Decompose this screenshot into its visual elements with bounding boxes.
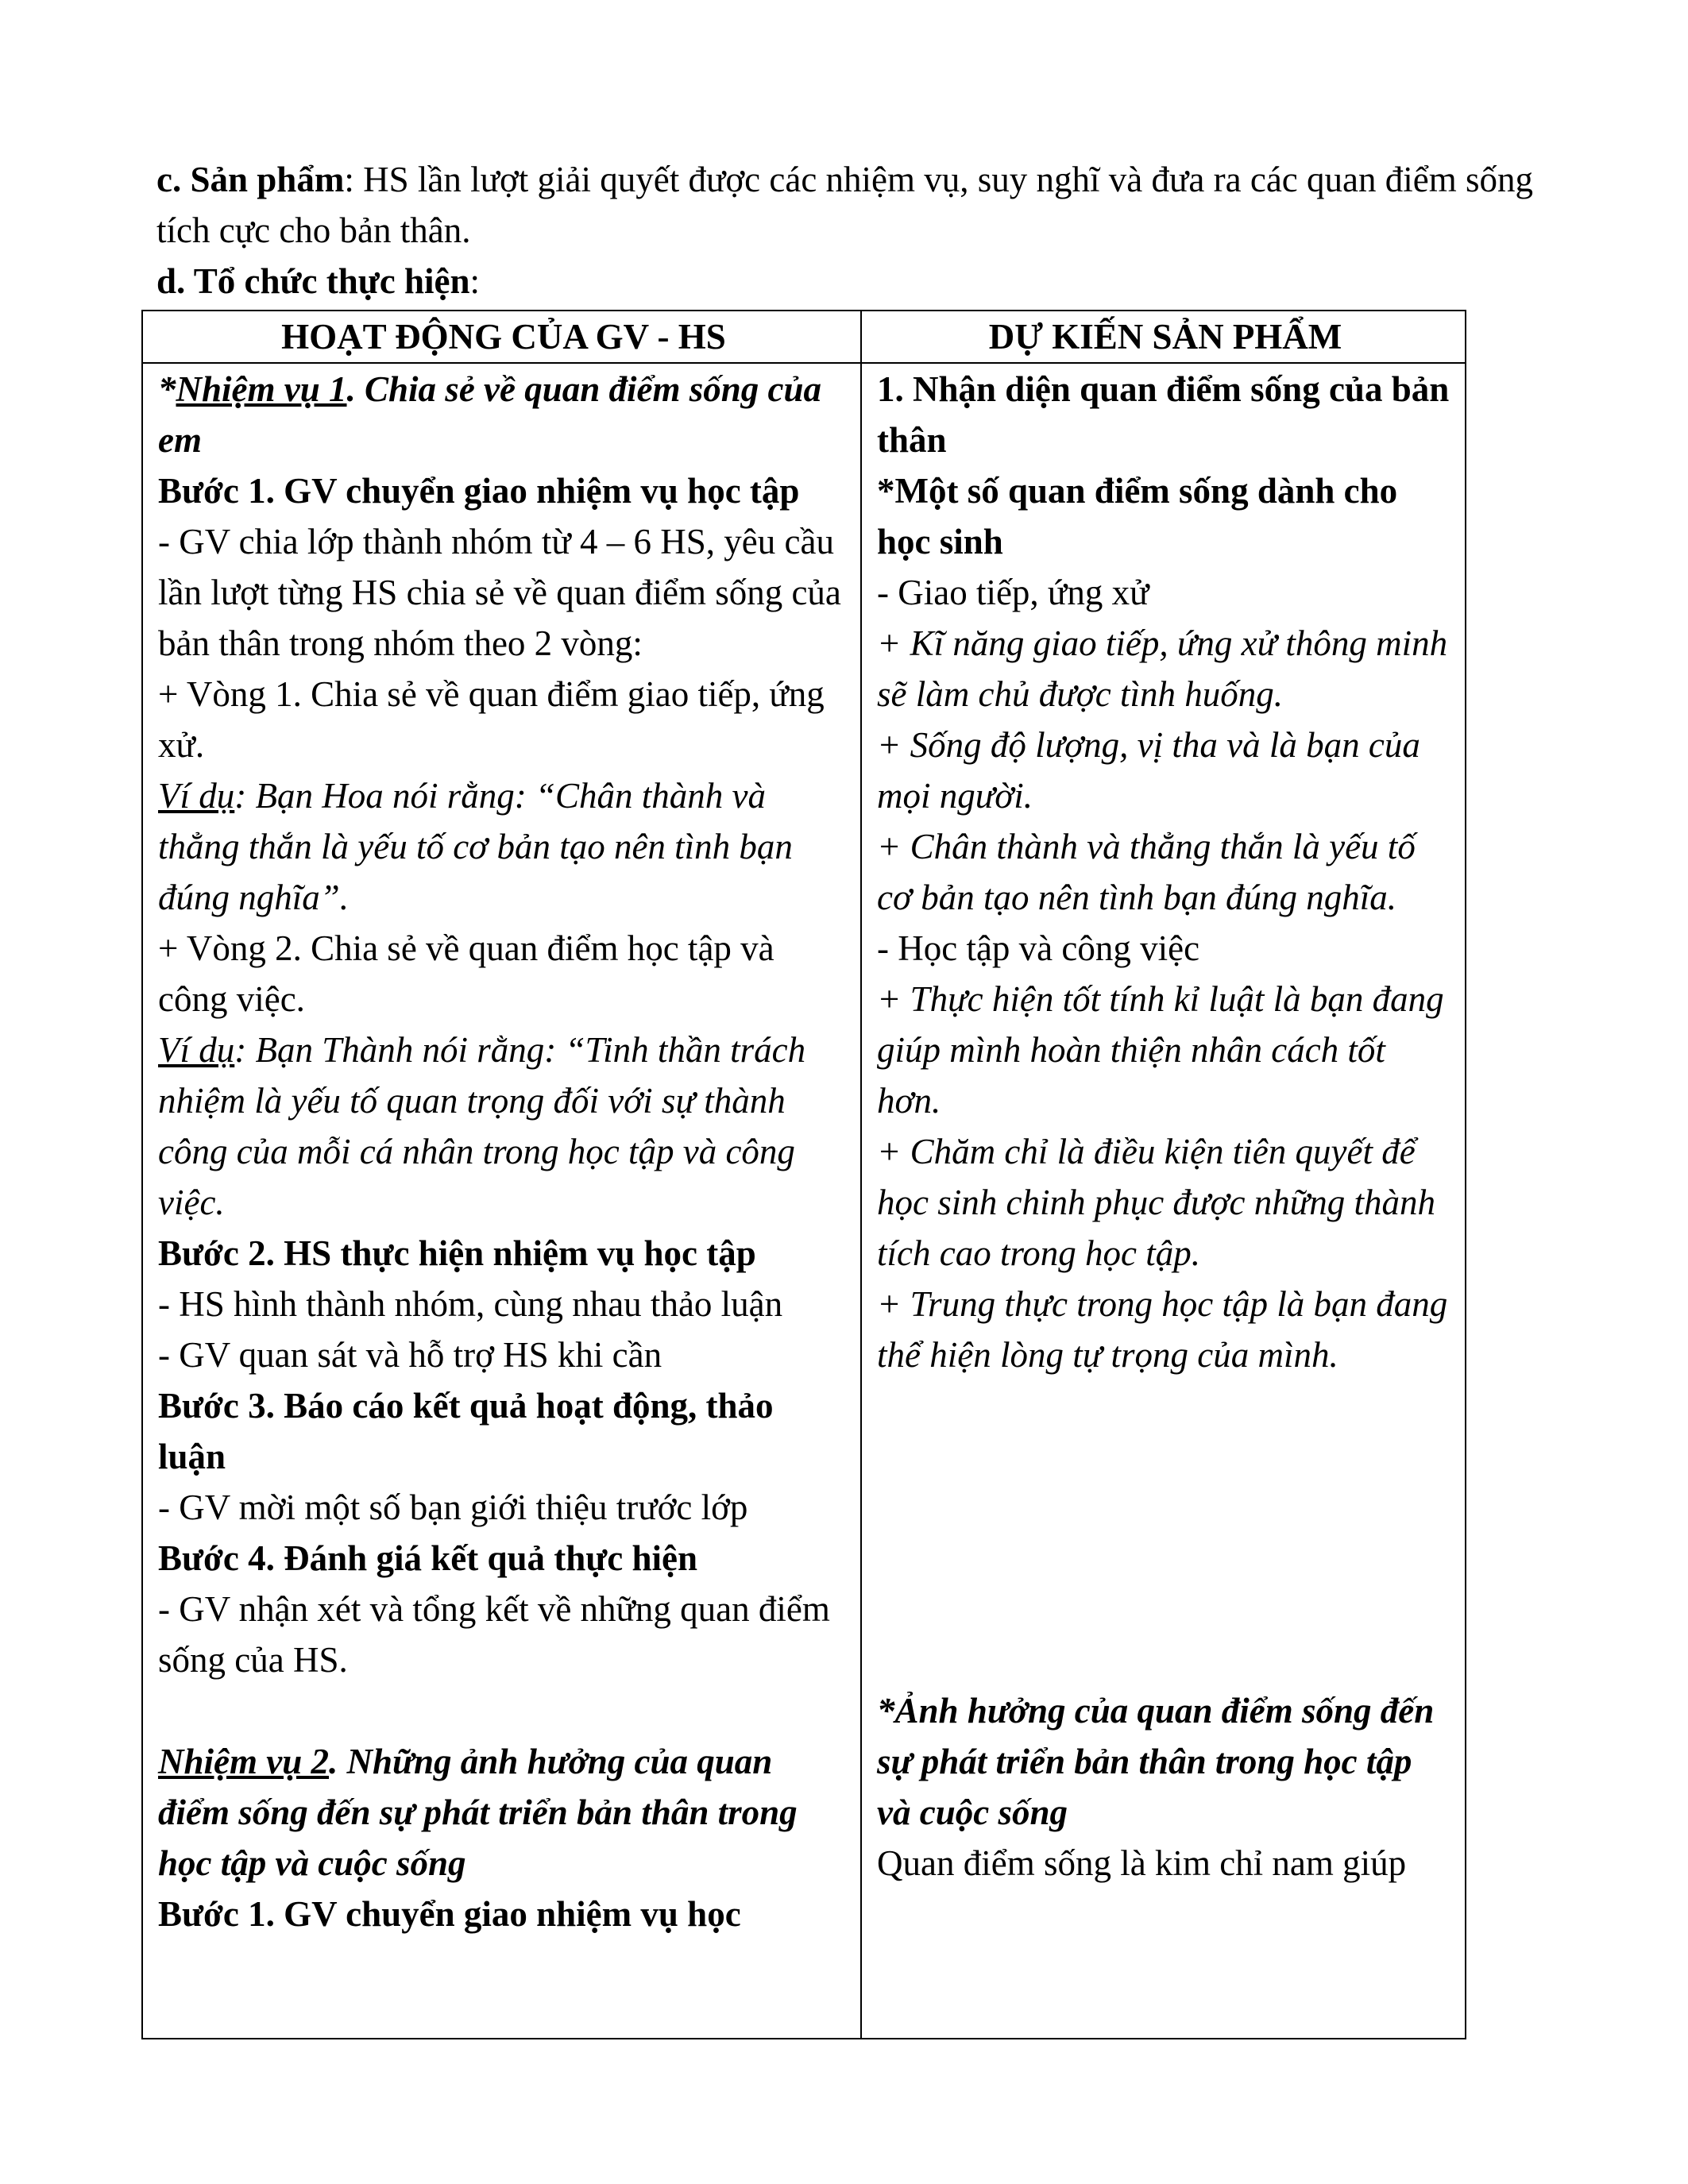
products-heading-2: *Một số quan điểm sống dành cho học sinh <box>877 471 1398 561</box>
communication-item-2: + Sống độ lượng, vị tha và là bạn của mọi người. <box>877 725 1420 816</box>
organize-label: d. Tổ chức thực hiện <box>156 261 470 301</box>
blank-line <box>158 1685 849 1736</box>
task2-title: . Những ảnh hưởng của quan điểm sống đến sự phát triển bản thân trong học tập và cuộc sống <box>158 1742 798 1883</box>
step1-heading: Bước 1. GV chuyển giao nhiệm vụ học tập <box>158 471 800 511</box>
example2-text: : Bạn Thành nói rằng: “Tinh thần trách nhiệm là yếu tố quan trọng đối với sự thành công của mỗi cá nhân trong học tập và công việc. <box>158 1030 806 1222</box>
table-header-row <box>142 311 1466 363</box>
products-cell <box>861 363 1466 2039</box>
products-heading-1: 1. Nhận diện quan điểm sống của bản thân <box>877 369 1450 460</box>
task2-heading <box>158 1736 849 1889</box>
step2-heading: Bước 2. HS thực hiện nhiệm vụ học tập <box>158 1233 756 1273</box>
step2-line1: - HS hình thành nhóm, cùng nhau thảo luận <box>158 1284 783 1324</box>
product-label: c. Sản phẩm <box>156 160 345 199</box>
products-last-line: Quan điểm sống là kim chỉ nam giúp <box>877 1843 1407 1883</box>
task2-step1-heading: Bước 1. GV chuyển giao nhiệm vụ học <box>158 1894 741 1934</box>
task2-label: Nhiệm vụ 2 <box>158 1742 330 1781</box>
study-item-1: + Thực hiện tốt tính kỉ luật là bạn đang giúp mình hoàn thiện nhân cách tốt hơn. <box>877 979 1444 1121</box>
example2 <box>158 1024 849 1228</box>
table-row <box>142 363 1466 2039</box>
header-activities: HOẠT ĐỘNG CỦA GV - HS <box>142 311 861 363</box>
activities-cell <box>142 363 861 2039</box>
product-text: : HS lần lượt giải quyết được các nhiệm vụ, suy nghĩ và đưa ra các quan điểm sống tích cực cho bản thân. <box>156 160 1533 250</box>
step2-line2: - GV quan sát và hỗ trợ HS khi cần <box>158 1335 662 1375</box>
step4-heading: Bước 4. Đánh giá kết quả thực hiện <box>158 1538 698 1578</box>
task1-title: . Chia sẻ về quan điểm sống của em <box>158 369 822 460</box>
task1-label: Nhiệm vụ 1 <box>176 369 347 409</box>
round2-text: + Vòng 2. Chia sẻ về quan điểm học tập và công việc. <box>158 928 774 1019</box>
example1-text: : Bạn Hoa nói rằng: “Chân thành và thẳng thắn là yếu tố cơ bản tạo nên tình bạn đúng nghĩa”. <box>158 776 793 917</box>
section-study-work: - Học tập và công việc <box>877 928 1200 968</box>
organize-colon: : <box>469 261 480 301</box>
header-expected-products: DỰ KIẾN SẢN PHẨM <box>861 311 1466 363</box>
example1 <box>158 770 849 923</box>
study-item-3: + Trung thực trong học tập là bạn đang thể hiện lòng tự trọng của mình. <box>877 1284 1448 1375</box>
step4-line1: - GV nhận xét và tổng kết về những quan điểm sống của HS. <box>158 1589 830 1680</box>
organize-heading <box>156 256 1539 307</box>
step3-heading: Bước 3. Báo cáo kết quả hoạt động, thảo luận <box>158 1386 774 1476</box>
step1-text: - GV chia lớp thành nhóm từ 4 – 6 HS, yêu cầu lần lượt từng HS chia sẻ về quan điểm sống của bản thân trong nhóm theo 2 vòng: <box>158 522 841 663</box>
product-paragraph <box>156 154 1539 256</box>
communication-item-1: + Kĩ năng giao tiếp, ứng xử thông minh sẽ làm chủ được tình huống. <box>877 623 1448 714</box>
communication-item-3: + Chân thành và thẳng thắn là yếu tố cơ bản tạo nên tình bạn đúng nghĩa. <box>877 827 1416 917</box>
example2-label: Ví dụ <box>158 1030 235 1070</box>
task1-heading: *Nhiệm vụ 1. Chia sẻ về quan điểm sống của em <box>158 369 822 460</box>
activity-table <box>141 310 1466 2039</box>
round1-text: + Vòng 1. Chia sẻ về quan điểm giao tiếp, ứng xử. <box>158 674 825 765</box>
products-heading-3: *Ảnh hưởng của quan điểm sống đến sự phát triển bản thân trong học tập và cuộc sống <box>877 1691 1435 1832</box>
example1-label: Ví dụ <box>158 776 235 816</box>
spacer <box>877 1380 1454 1685</box>
section-communication: - Giao tiếp, ứng xử <box>877 573 1149 612</box>
study-item-2: + Chăm chỉ là điều kiện tiên quyết để học sinh chinh phục được những thành tích cao trong học tập. <box>877 1132 1436 1273</box>
step3-line1: - GV mời một số bạn giới thiệu trước lớp <box>158 1488 748 1527</box>
